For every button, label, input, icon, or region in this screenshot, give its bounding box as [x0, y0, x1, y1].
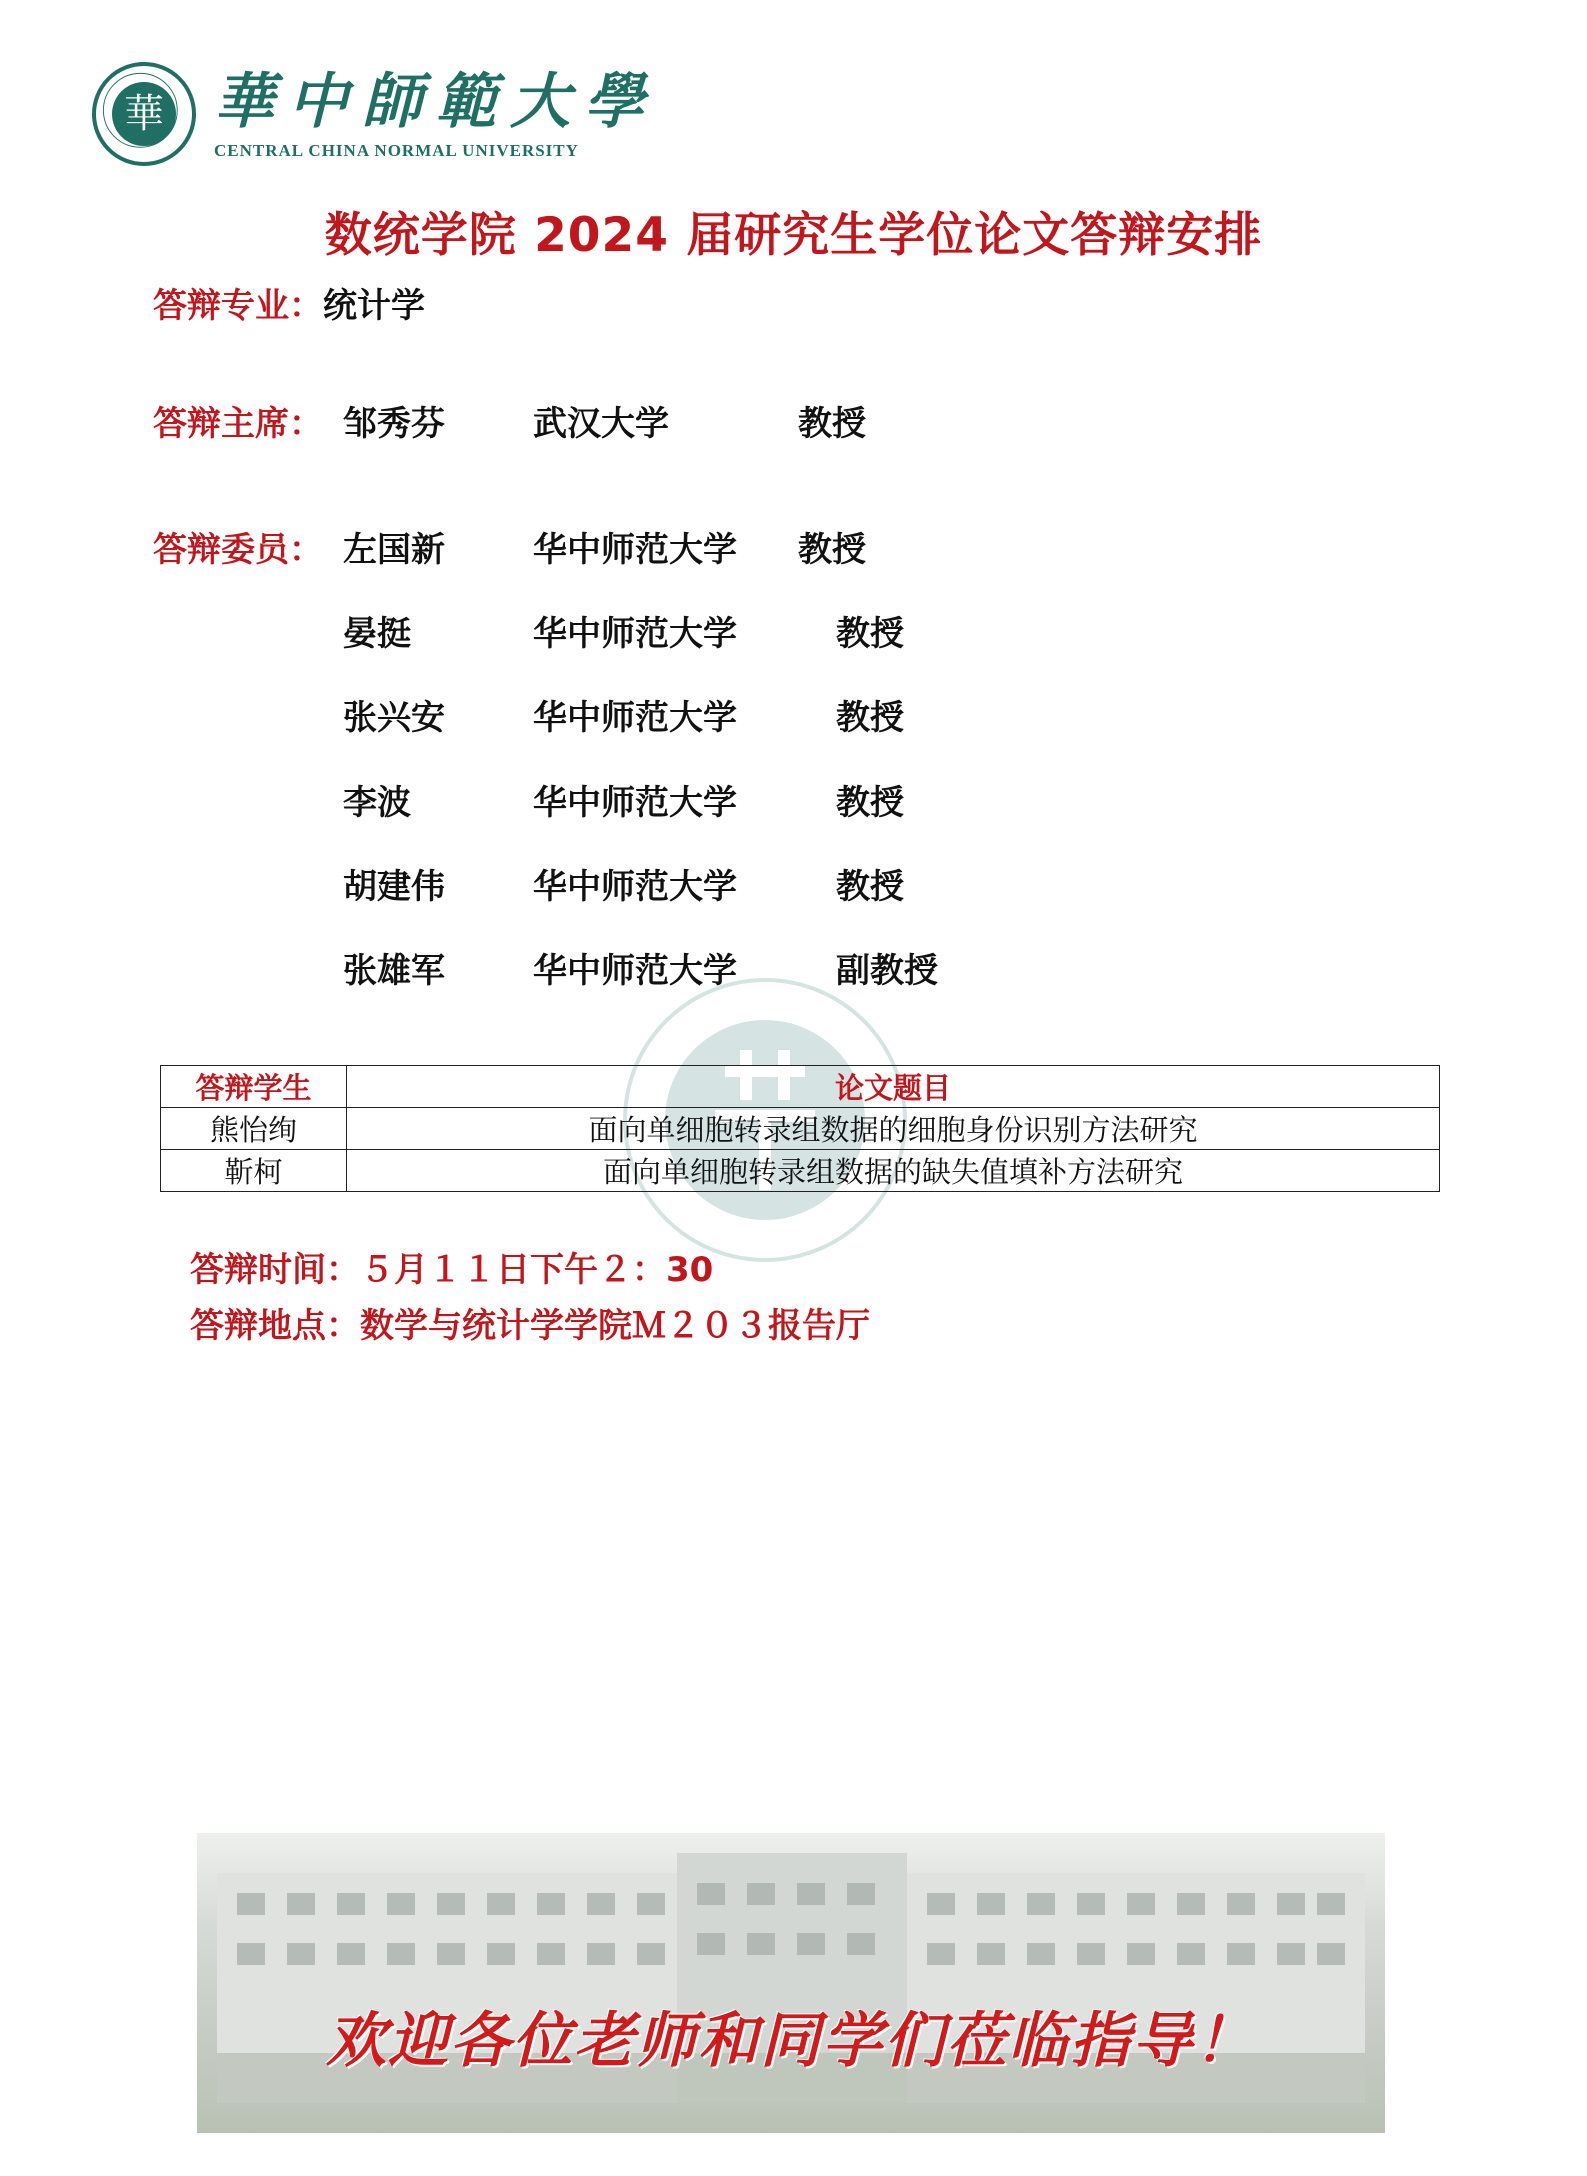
welcome-message: 欢迎各位老师和同学们莅临指导！ — [326, 2006, 1256, 2076]
defense-place: 答辩地点：数学与统计学学院Ｍ２０３报告厅 — [190, 1306, 870, 1346]
seal-character: 華 — [112, 82, 176, 146]
welcome-banner — [197, 1833, 1385, 2133]
chair-rank: 教授 — [798, 404, 866, 444]
student-name: 熊怡绚 — [161, 1108, 347, 1150]
thesis-title: 面向单细胞转录组数据的细胞身份识别方法研究 — [347, 1108, 1440, 1150]
chair-name: 邹秀芬 — [343, 404, 445, 444]
university-name-cn: 華中師範大學 — [214, 67, 658, 137]
major-value: 统计学 — [323, 286, 425, 326]
chair-org: 武汉大学 — [533, 404, 669, 444]
committee-row-2 — [153, 606, 953, 654]
member-rank: 教授 — [836, 614, 904, 654]
committee-row-3 — [153, 690, 953, 738]
member-org: 华中师范大学 — [533, 530, 737, 570]
member-org: 华中师范大学 — [533, 867, 737, 907]
member-rank: 教授 — [836, 783, 904, 823]
member-name: 张雄军 — [343, 951, 445, 991]
member-name: 左国新 — [343, 530, 445, 570]
column-header-title: 论文题目 — [347, 1066, 1440, 1108]
defense-time: 答辩时间：５月１１日下午２：30 — [190, 1250, 714, 1290]
member-org: 华中师范大学 — [533, 951, 737, 991]
member-org: 华中师范大学 — [533, 614, 737, 654]
chair-row — [153, 396, 953, 444]
member-org: 华中师范大学 — [533, 783, 737, 823]
thesis-table — [160, 1065, 1440, 1192]
university-logo — [92, 62, 658, 166]
column-header-student: 答辩学生 — [161, 1066, 347, 1108]
committee-row-1 — [153, 522, 953, 570]
member-org: 华中师范大学 — [533, 698, 737, 738]
member-rank: 教授 — [836, 698, 904, 738]
table-row — [161, 1150, 1440, 1192]
member-rank: 副教授 — [836, 951, 938, 991]
seal-emblem-icon — [92, 62, 196, 166]
university-name-en: CENTRAL CHINA NORMAL UNIVERSITY — [214, 141, 579, 160]
member-rank: 教授 — [798, 530, 866, 570]
committee-label: 答辩委员： — [153, 530, 323, 570]
member-name: 晏挺 — [343, 614, 411, 654]
member-rank: 教授 — [836, 867, 904, 907]
table-header-row — [161, 1066, 1440, 1108]
thesis-title: 面向单细胞转录组数据的缺失值填补方法研究 — [347, 1150, 1440, 1192]
major-row — [153, 278, 425, 327]
member-name: 张兴安 — [343, 698, 445, 738]
chair-label: 答辩主席： — [153, 404, 323, 444]
table-row — [161, 1108, 1440, 1150]
committee-row-5 — [153, 859, 953, 907]
student-name: 靳柯 — [161, 1150, 347, 1192]
committee-row-4 — [153, 775, 953, 823]
major-label: 答辩专业： — [153, 286, 323, 326]
member-name: 李波 — [343, 783, 411, 823]
member-name: 胡建伟 — [343, 867, 445, 907]
page-title: 数统学院 2024 届研究生学位论文答辩安排 — [324, 208, 1263, 263]
